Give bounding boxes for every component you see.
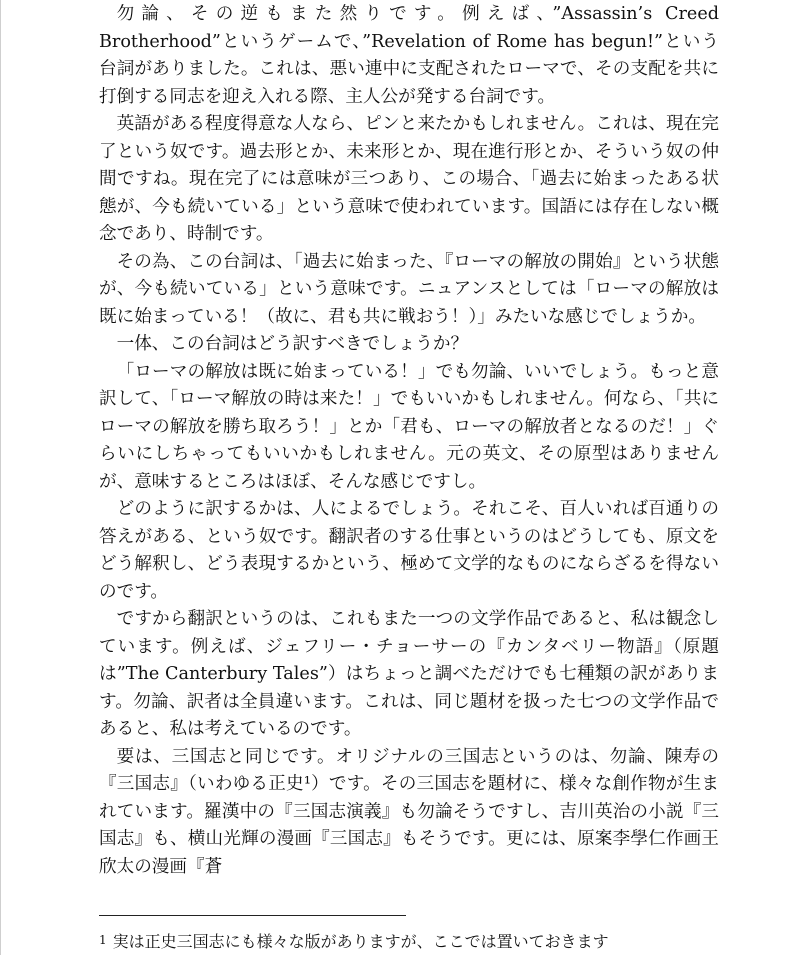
paragraph-1: 勿論、その逆もまた然りです。例えば、”Assassin’s Creed Brotherhood”というゲームで、”Revelation of Rome has begun!”という台詞がありました。これは、悪い連中に支配されたローマで、その支配を共に打倒する同志を迎え入れる際、主人公が発する台詞です。 xyxy=(99,4,719,107)
footnote xyxy=(99,929,719,953)
paragraph-3: その為、この台詞は、「過去に始まった、『ローマの解放の開始』という状態が、今も続いている」という意味です。ニュアンスとしては「ローマの解放は既に始まっている！（故に、君も共に戦おう！）」みたいな感じでしょうか。 xyxy=(99,251,719,327)
footnote-number: 1 xyxy=(99,933,107,947)
paragraph-7: ですから翻訳というのは、これもまた一つの文学作品であると、私は観念しています。例えば、ジェフリー・チョーサーの『カンタベリー物語』（原題は”The Canterbury Tales”）はちょっと調べただけでも七種類の訳があります。勿論、訳者は全員違います。これは、同じ題材を扱った七つの文学作品であると、私は考えているのです。 xyxy=(99,609,719,739)
paragraph-5: 「ローマの解放は既に始まっている！」でも勿論、いいでしょう。もっと意訳して、「ローマ解放の時は来た！」でもいいかもしれません。何なら、「共にローマの解放を勝ち取ろう！」とか「君も、ローマの解放者となるのだ！」ぐらいにしちゃってもいいかもしれません。元の英文、その原型はありませんが、意味するところはほぼ、そんな感じですし。 xyxy=(99,361,719,492)
paragraph-8: 要は、三国志と同じです。オリジナルの三国志というのは、勿論、陳寿の『三国志』（いわゆる正史¹）です。その三国志を題材に、様々な創作物が生まれています。羅漢中の『三国志演義』も勿論そうですし、吉川英治の小説『三国志』も、横山光輝の漫画『三国志』もそうです。更には、原案李學仁作画王欣太の漫画『蒼 xyxy=(99,746,719,877)
paragraph-2: 英語がある程度得意な人なら、ピンと来たかもしれません。これは、現在完了という奴です。過去形とか、未来形とか、現在進行形とか、そういう奴の仲間ですね。現在完了には意味が三つあり、この場合、「過去に始まったある状態が、今も続いている」という意味で使われています。国語には存在しない概念であり、時制です。 xyxy=(99,114,719,244)
body-text xyxy=(99,1,719,881)
paragraph-4: 一体、この台詞はどう訳すべきでしょうか？ xyxy=(116,334,469,354)
footnote-text: 実は正史三国志にも様々な版がありますが、ここでは置いておきます xyxy=(112,932,609,951)
paragraph-6: どのように訳するかは、人によるでしょう。それこそ、百人いれば百通りの答えがある、という奴です。翻訳者のする仕事というのはどうしても、原文をどう解釈し、どう表現するかという、極めて文学的なものにならざるを得ないのです。 xyxy=(99,499,719,602)
footnote-separator xyxy=(99,915,406,916)
